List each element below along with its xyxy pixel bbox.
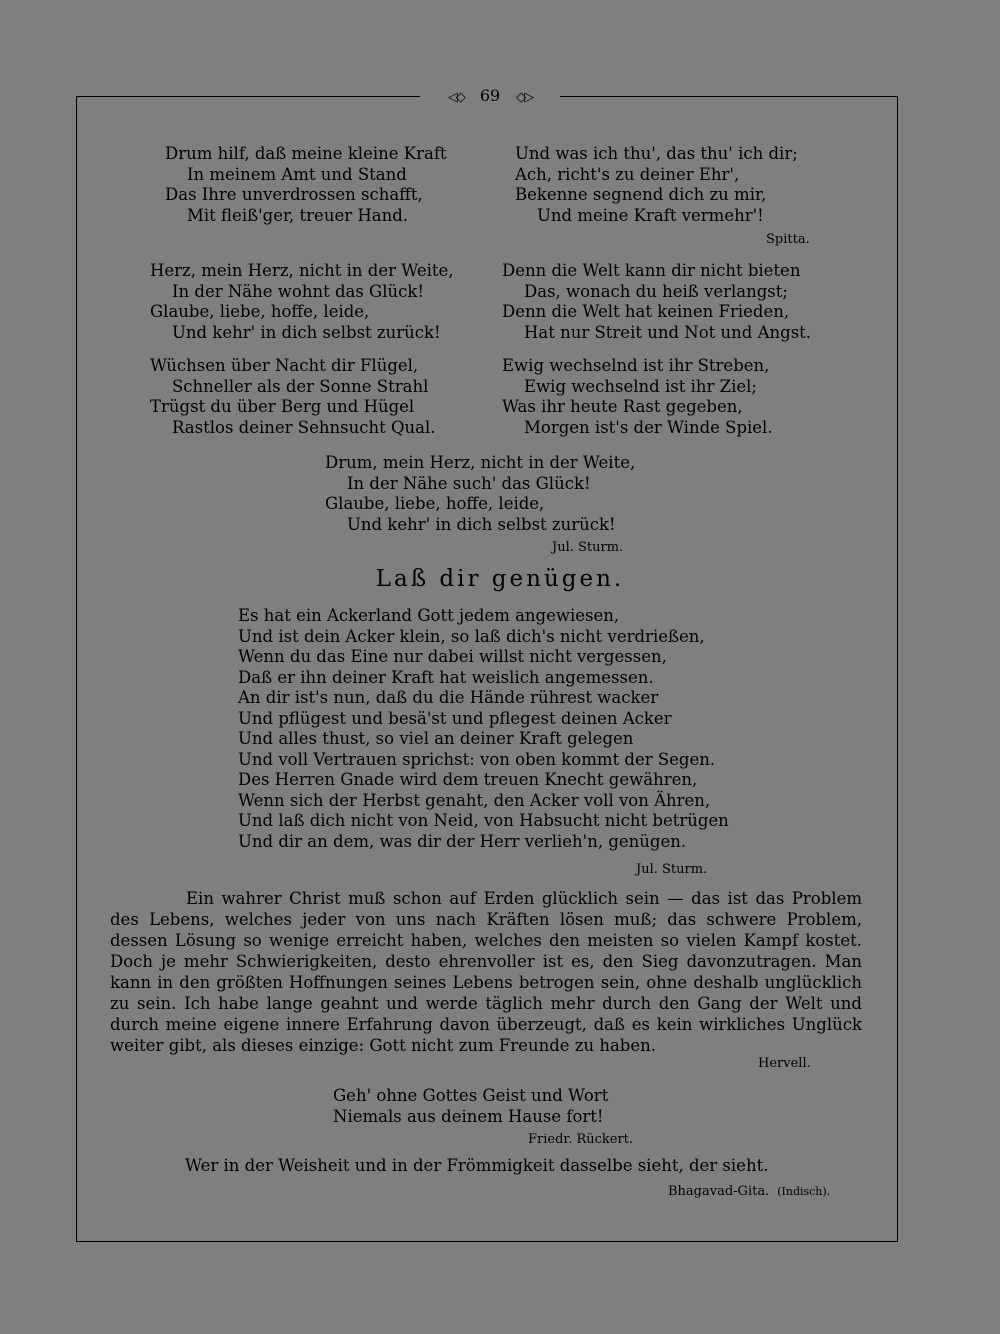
poem2-stanza-3 <box>150 356 435 438</box>
verse-line: Denn die Welt kann dir nicht bieten <box>502 261 801 280</box>
couplet-author: Friedr. Rückert. <box>528 1132 634 1147</box>
poem1-right-stanza <box>515 144 798 226</box>
verse-line: In der Nähe wohnt das Glück! <box>172 281 425 301</box>
verse-line: Hat nur Streit und Not und Angst. <box>524 322 812 342</box>
verse-line: Wüchsen über Nacht dir Flügel, <box>150 356 419 375</box>
couplet <box>333 1086 608 1127</box>
verse-line: In meinem Amt und Stand <box>187 164 407 184</box>
verse-line: Und kehr' in dich selbst zurück! <box>172 322 441 342</box>
poem1-author: Spitta. <box>766 232 810 247</box>
verse-line: Schneller als der Sonne Strahl <box>172 376 429 396</box>
verse-line: Rastlos deiner Sehnsucht Qual. <box>172 417 436 437</box>
verse-line: Daß er ihn deiner Kraft hat weislich angemessen. <box>238 667 654 687</box>
verse-line: Das, wonach du heiß verlangst; <box>524 281 788 301</box>
verse-line: Drum, mein Herz, nicht in der Weite, <box>325 453 636 472</box>
page-number: 69 <box>479 86 501 105</box>
prose-text: Ein wahrer Christ muß schon auf Erden glücklich sein — das ist das Problem des Lebens, welches jeder von uns nach Kräften lösen muß; das schwere Problem, dessen Lösung so wenige erreicht haben, welches den meisten so vielen Kampf kostet. Doch je mehr Schwierigkeiten, desto ehrenvoller ist es, den Sieg davonzutragen. Man kann in den größten Hoffnungen seines Lebens betrogen sein, ohne deshalb unglücklich zu sein. Ich habe lange geahnt und werde täglich mehr durch den Gang der Welt und durch meine eigene innere Erfahrung davon überzeugt, daß es kein wirkliches Unglück weiter gibt, als dieses einzige: Gott nicht zum Freunde zu haben. <box>110 889 862 1055</box>
poem2-stanza-4 <box>502 356 773 438</box>
prose-author: Hervell. <box>758 1056 811 1071</box>
verse-line: Glaube, liebe, hoffe, leide, <box>150 302 370 321</box>
page-header <box>420 86 560 106</box>
verse-line: Herz, mein Herz, nicht in der Weite, <box>150 261 454 280</box>
verse-line: Und dir an dem, was dir der Herr verlieh'n, genügen. <box>238 831 687 851</box>
verse-line: Niemals aus deinem Hause fort! <box>333 1106 604 1126</box>
ornament-left-icon: ◁◇ <box>447 90 464 105</box>
verse-line: Und laß dich nicht von Neid, von Habsucht nicht betrügen <box>238 811 729 830</box>
poem2-stanza-2 <box>502 261 811 343</box>
verse-line: Wenn du das Eine nur dabei willst nicht vergessen, <box>238 647 667 666</box>
closing-source <box>668 1184 830 1199</box>
verse-line: Und voll Vertrauen sprichst: von oben kommt der Segen. <box>238 749 716 769</box>
verse-line: Das Ihre unverdrossen schafft, <box>165 185 423 204</box>
verse-line: Ewig wechselnd ist ihr Ziel; <box>524 376 757 396</box>
verse-line: An dir ist's nun, daß du die Hände rührest wacker <box>238 688 659 707</box>
verse-line: Und ist dein Acker klein, so laß dich's nicht verdrießen, <box>238 626 705 646</box>
verse-line: Glaube, liebe, hoffe, leide, <box>325 494 545 513</box>
verse-line: Ewig wechselnd ist ihr Streben, <box>502 356 770 375</box>
verse-line: Und kehr' in dich selbst zurück! <box>347 514 616 534</box>
verse-line: Drum hilf, daß meine kleine Kraft <box>165 144 447 163</box>
poem3-body <box>238 606 729 852</box>
verse-line: Des Herren Gnade wird dem treuen Knecht gewähren, <box>238 770 698 789</box>
verse-line: Bekenne segnend dich zu mir, <box>515 185 767 204</box>
closing-quote: Wer in der Weisheit und in der Frömmigkeit dasselbe sieht, der sieht. <box>185 1156 769 1175</box>
verse-line: Und alles thust, so viel an deiner Kraft gelegen <box>238 729 634 748</box>
poem2-author: Jul. Sturm. <box>552 540 624 555</box>
poem2-stanza-1 <box>150 261 454 343</box>
ornament-right-icon: ◇▷ <box>516 90 533 105</box>
verse-line: Ach, richt's zu deiner Ehr', <box>515 164 740 184</box>
poem3-title: Laß dir genügen. <box>375 566 625 592</box>
verse-line: Was ihr heute Rast gegeben, <box>502 397 743 416</box>
poem2-stanza-5 <box>325 453 635 535</box>
verse-line: Morgen ist's der Winde Spiel. <box>524 417 773 437</box>
verse-line: Geh' ohne Gottes Geist und Wort <box>333 1086 609 1105</box>
poem3-author: Jul. Sturm. <box>636 862 708 877</box>
poem1-left-stanza <box>165 144 447 226</box>
closing-source-note: (Indisch). <box>777 1185 831 1198</box>
verse-line: Es hat ein Ackerland Gott jedem angewiesen, <box>238 606 620 625</box>
verse-line: Trügst du über Berg und Hügel <box>150 397 415 416</box>
closing-source-name: Bhagavad-Gita. <box>668 1184 770 1199</box>
verse-line: Und was ich thu', das thu' ich dir; <box>515 144 798 163</box>
prose-paragraph <box>110 888 862 1056</box>
verse-line: Wenn sich der Herbst genaht, den Acker voll von Ähren, <box>238 790 711 810</box>
verse-line: Mit fleiß'ger, treuer Hand. <box>187 205 409 225</box>
verse-line: In der Nähe such' das Glück! <box>347 473 591 493</box>
verse-line: Denn die Welt hat keinen Frieden, <box>502 302 790 321</box>
verse-line: Und pflügest und besä'st und pflegest deinen Acker <box>238 708 672 728</box>
verse-line: Und meine Kraft vermehr'! <box>537 205 764 225</box>
